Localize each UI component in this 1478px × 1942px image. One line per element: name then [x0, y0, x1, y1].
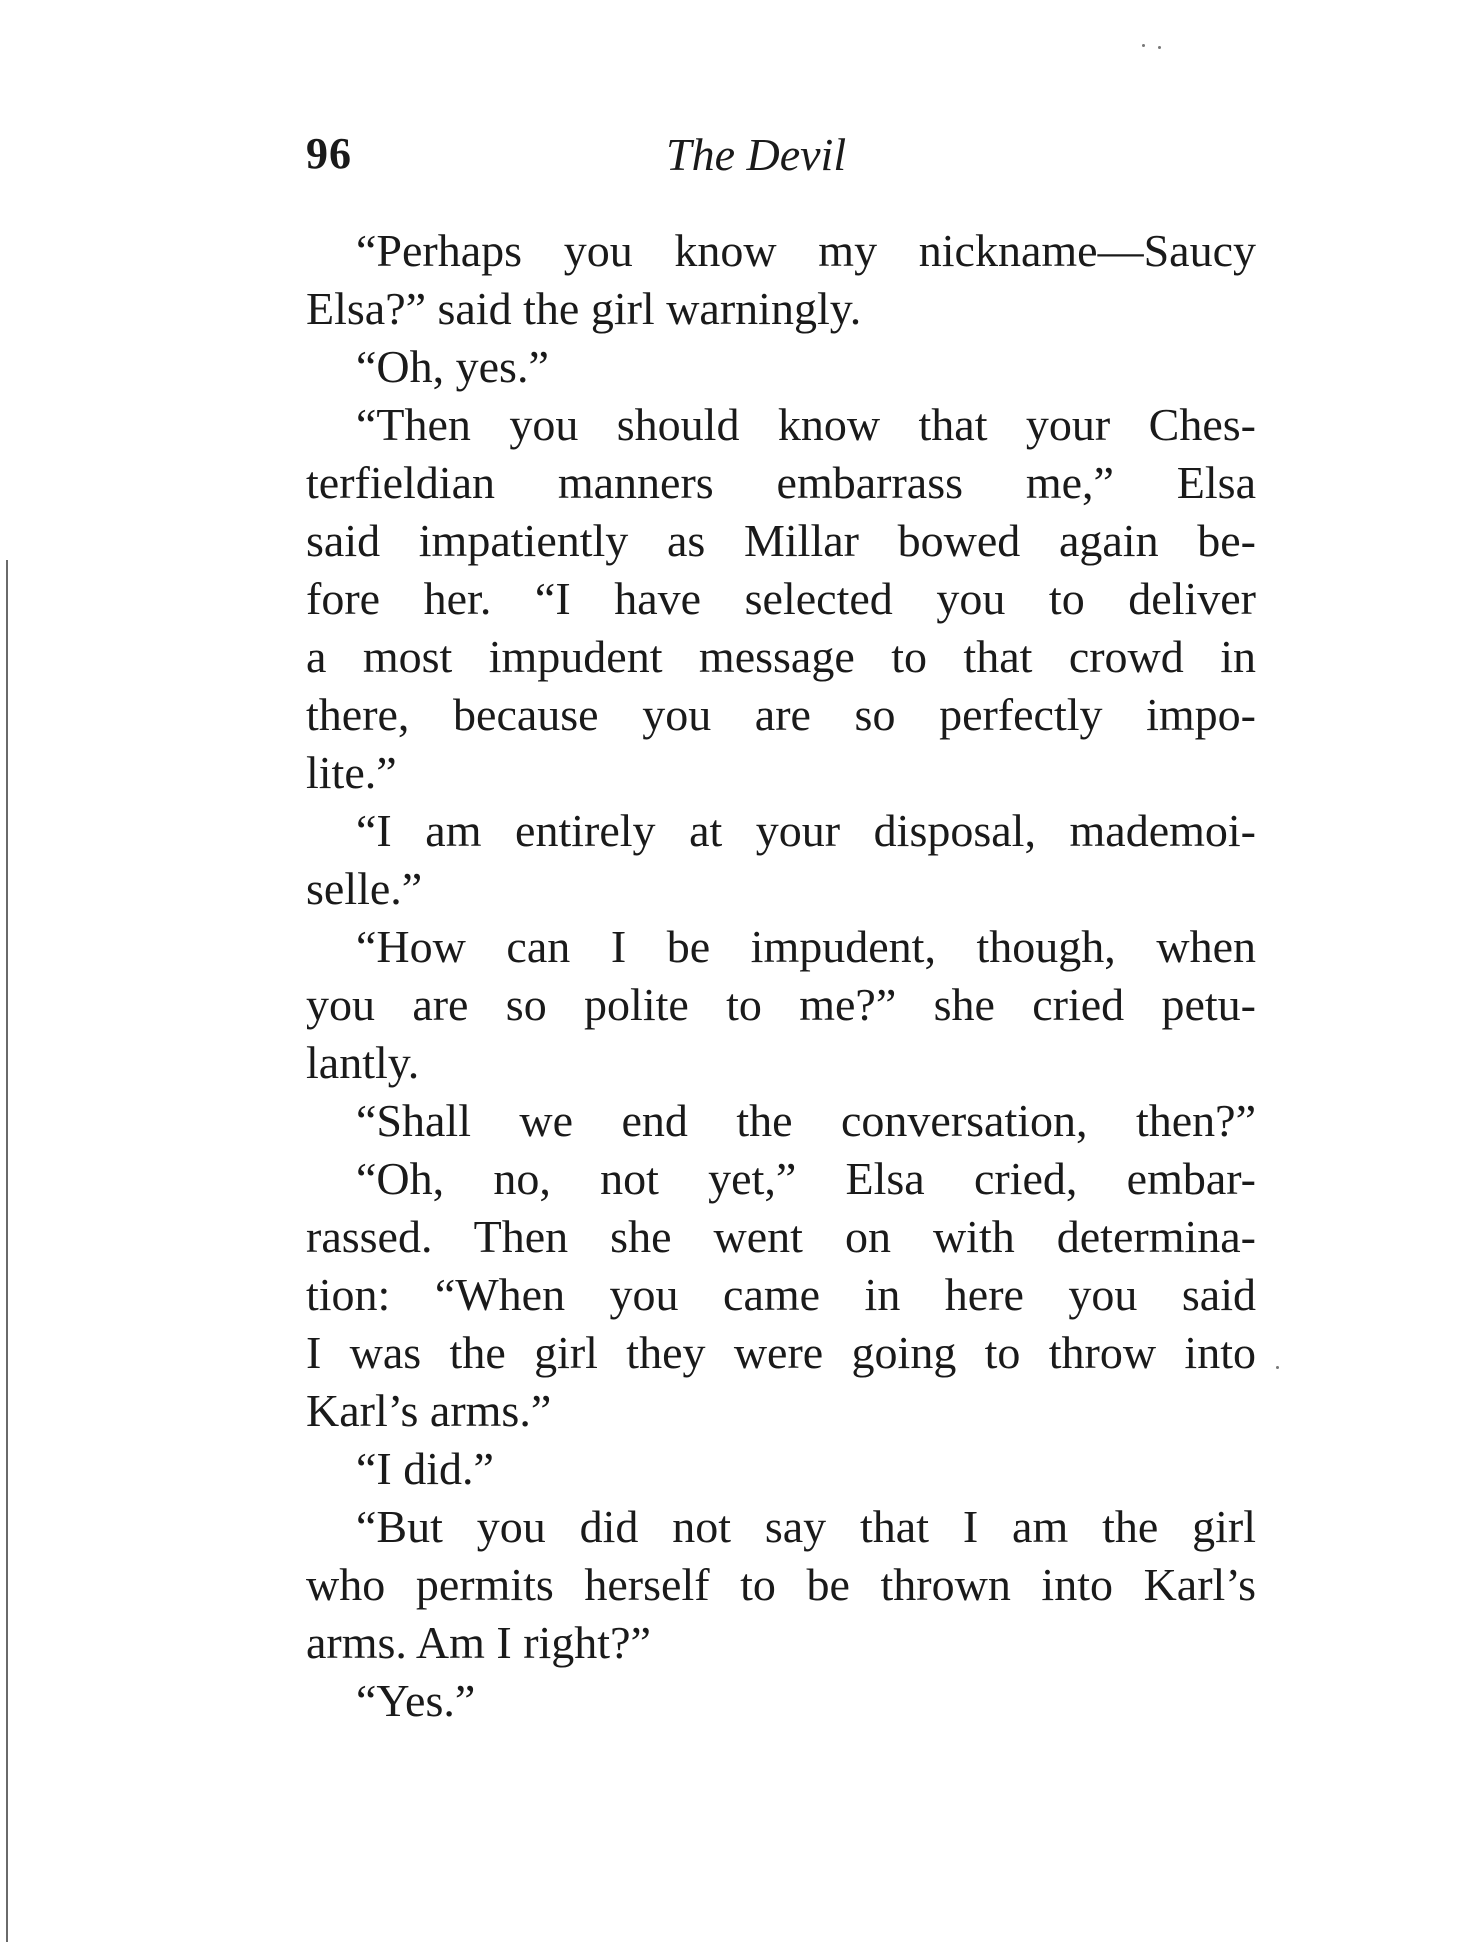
- paper-speck: [1276, 1366, 1279, 1369]
- page-edge-shadow: [6, 560, 8, 1942]
- page-number: 96: [306, 129, 352, 178]
- text-line: “I did.”: [356, 1443, 494, 1494]
- paper-speck: [1158, 46, 1161, 49]
- text-line: “Shall we end the conversation, then?”: [356, 1095, 1256, 1146]
- paper-speck: [1142, 44, 1145, 47]
- text-line: you are so polite to me?” she cried petu-: [306, 979, 1256, 1030]
- running-title: The Devil: [666, 129, 847, 180]
- text-line: a most impudent message to that crowd in: [306, 631, 1256, 682]
- text-line: Karl’s arms.”: [306, 1385, 552, 1436]
- text-line: “Oh, yes.”: [356, 341, 549, 392]
- text-line: I was the girl they were going to throw into: [306, 1327, 1256, 1378]
- text-line: who permits herself to be thrown into Karl’s: [306, 1559, 1256, 1610]
- text-line: lite.”: [306, 747, 397, 798]
- text-line: arms. Am I right?”: [306, 1617, 651, 1668]
- text-line: “Oh, no, not yet,” Elsa cried, embar-: [356, 1153, 1256, 1204]
- body-text: [306, 222, 1256, 1730]
- text-line: “Then you should know that your Ches-: [356, 399, 1256, 450]
- running-head: [306, 128, 1256, 198]
- text-line: said impatiently as Millar bowed again be-: [306, 515, 1256, 566]
- text-line: “Yes.”: [356, 1675, 476, 1726]
- text-line: there, because you are so perfectly impo-: [306, 689, 1256, 740]
- text-line: terfieldian manners embarrass me,” Elsa: [306, 457, 1256, 508]
- text-line: rassed. Then she went on with determina-: [306, 1211, 1256, 1262]
- text-line: “But you did not say that I am the girl: [356, 1501, 1256, 1552]
- text-line: Elsa?” said the girl warningly.: [306, 283, 862, 334]
- text-line: “How can I be impudent, though, when: [356, 921, 1256, 972]
- text-line: lantly.: [306, 1037, 420, 1088]
- text-line: selle.”: [306, 863, 423, 914]
- text-line: tion: “When you came in here you said: [306, 1269, 1256, 1320]
- text-line: fore her. “I have selected you to deliver: [306, 573, 1256, 624]
- text-line: “I am entirely at your disposal, mademoi-: [356, 805, 1256, 856]
- text-line: “Perhaps you know my nickname—Saucy: [356, 225, 1256, 276]
